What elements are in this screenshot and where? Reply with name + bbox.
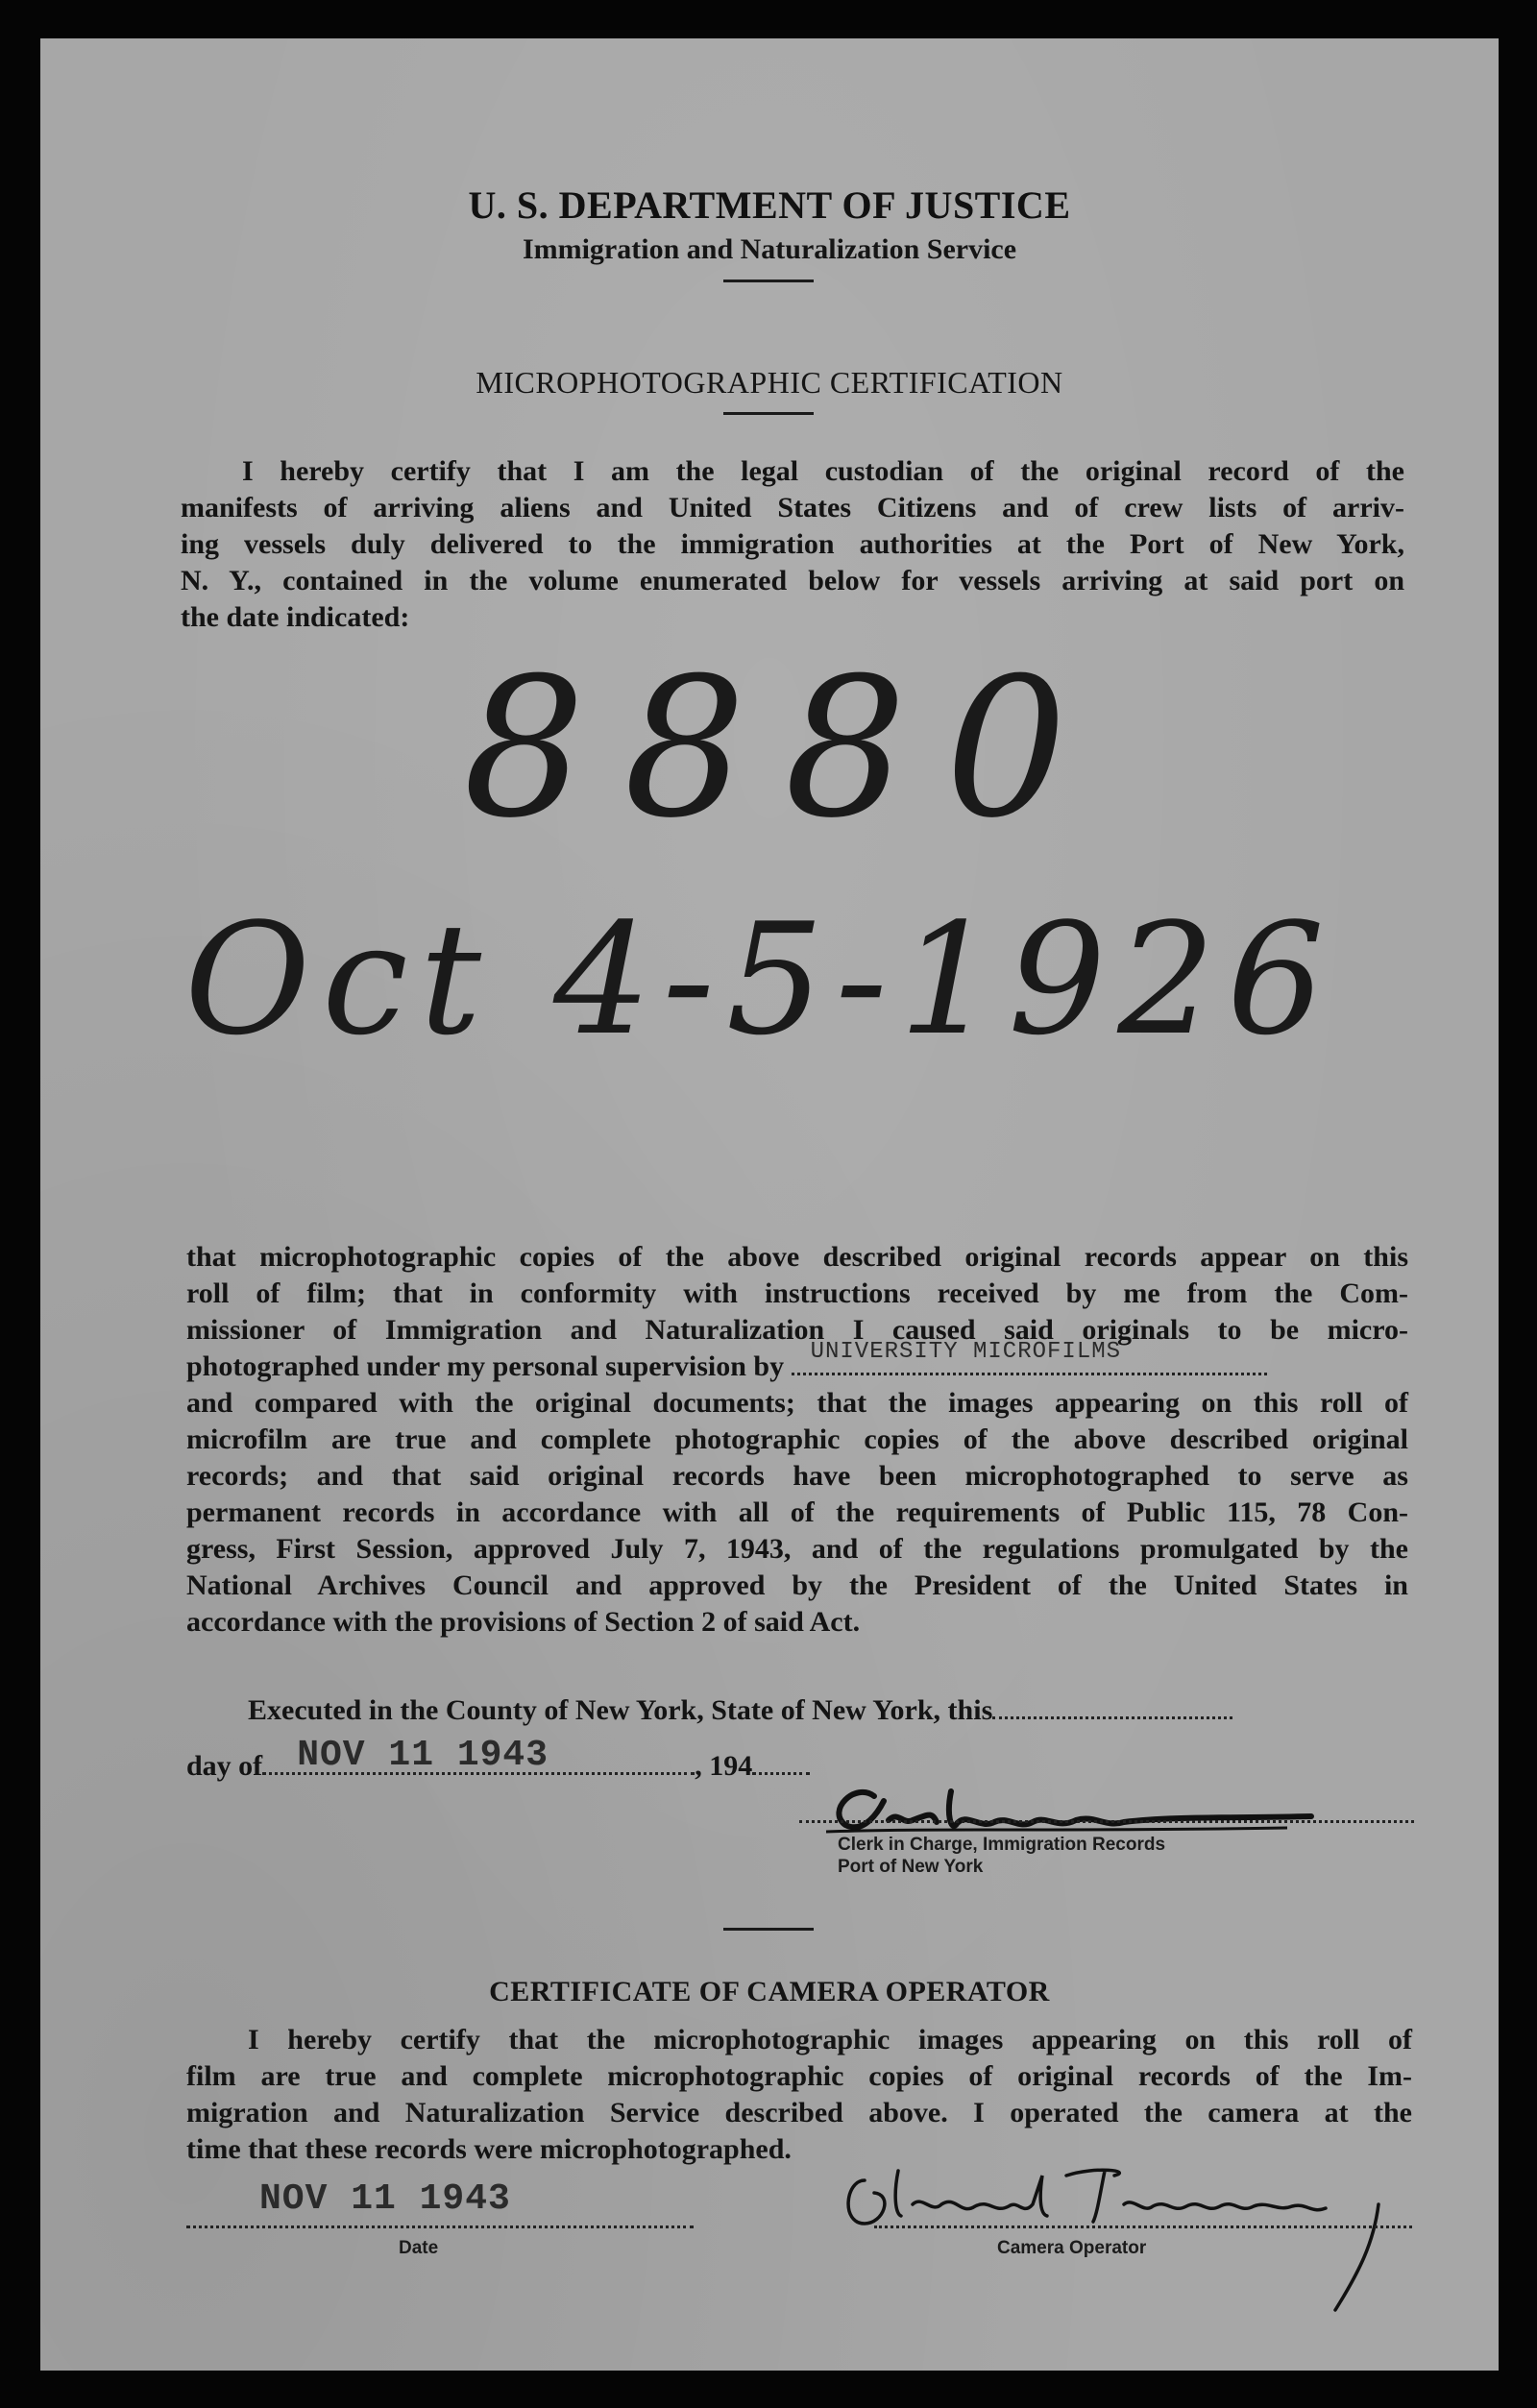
year-prefix: , 194 <box>695 1750 753 1782</box>
operator-signature-line <box>874 2224 1412 2228</box>
intro-line: I hereby certify that I am the legal custodian of the original record of the <box>242 455 1404 487</box>
intro-line: N. Y., contained in the volume enumerated below for vessels arriving at said port on <box>181 565 1404 596</box>
body-line: that microphotographic copies of the above described original records appear on this <box>186 1241 1408 1273</box>
camera-line: I hereby certify that the microphotographic images appearing on this roll of <box>248 2024 1412 2055</box>
camera-stamped-date: NOV 11 1943 <box>259 2178 511 2220</box>
operator-label: Camera Operator <box>997 2238 1147 2258</box>
intro-line: the date indicated: <box>181 601 410 633</box>
handwritten-date: Oct 4-5-1926 <box>184 889 1336 1069</box>
clerk-port: Port of New York <box>838 1857 984 1877</box>
typed-company-name: UNIVERSITY MICROFILMS <box>810 1339 1122 1365</box>
department-heading: U. S. DEPARTMENT OF JUSTICE <box>468 183 1071 227</box>
service-subheading: Immigration and Naturalization Service <box>522 233 1017 265</box>
body-line: roll of film; that in conformity with instructions received by me from the Com- <box>186 1277 1408 1309</box>
body-line: microfilm are true and complete photographic copies of the above described original <box>186 1423 1408 1455</box>
company-fill-line <box>792 1339 1267 1375</box>
certificate-page <box>40 38 1499 2371</box>
stamped-date: NOV 11 1943 <box>297 1735 549 1776</box>
clerk-signature-line <box>799 1818 1414 1823</box>
body-line: missioner of Immigration and Naturalization I caused said originals to be micro- <box>186 1314 1408 1346</box>
divider <box>723 1928 814 1931</box>
body-line: permanent records in accordance with all of the requirements of Public 115, 78 Con- <box>186 1496 1408 1528</box>
date-fill-line <box>186 2224 694 2228</box>
form-title: MICROPHOTOGRAPHIC CERTIFICATION <box>476 365 1063 400</box>
camera-paragraph <box>186 2022 1412 2168</box>
camera-certificate-title: CERTIFICATE OF CAMERA OPERATOR <box>489 1976 1050 2007</box>
body-line: records; and that said original records have been microphotographed to serve as <box>186 1460 1408 1492</box>
camera-line: migration and Naturalization Service described above. I operated the camera at the <box>186 2097 1412 2128</box>
body-line <box>186 1339 1408 1385</box>
camera-line: time that these records were microphotographed. <box>186 2133 792 2165</box>
divider <box>723 412 814 415</box>
body-line: National Archives Council and approved by the President of the United States in <box>186 1569 1408 1601</box>
body-paragraph <box>186 1239 1408 1641</box>
intro-line: ing vessels duly delivered to the immigration authorities at the Port of New York, <box>181 528 1404 560</box>
divider <box>723 280 814 282</box>
day-fill-line <box>992 1699 1232 1719</box>
clerk-title: Clerk in Charge, Immigration Records <box>838 1835 1166 1855</box>
handwritten-volume-number: 8880 <box>463 637 1106 861</box>
month-fill-line <box>262 1735 695 1776</box>
body-line: accordance with the provisions of Section 2 of said Act. <box>186 1606 861 1638</box>
executed-line <box>248 1692 1410 1729</box>
executed-text: Executed in the County of New York, State of New York, this <box>248 1694 993 1726</box>
camera-line: film are true and complete microphotographic copies of original records of the Im- <box>186 2060 1412 2092</box>
body-line: gress, First Session, approved July 7, 1943, and of the regulations promulgated by the <box>186 1533 1408 1565</box>
day-of-label: day of <box>186 1750 263 1782</box>
intro-paragraph <box>181 453 1404 636</box>
date-label: Date <box>399 2238 439 2258</box>
body-line: and compared with the original documents; that the images appearing on this roll of <box>186 1387 1408 1419</box>
intro-line: manifests of arriving aliens and United States Citizens and of crew lists of arriv- <box>181 492 1404 523</box>
day-of-line <box>186 1735 878 1785</box>
supervision-text: photographed under my personal supervision by <box>186 1350 785 1382</box>
